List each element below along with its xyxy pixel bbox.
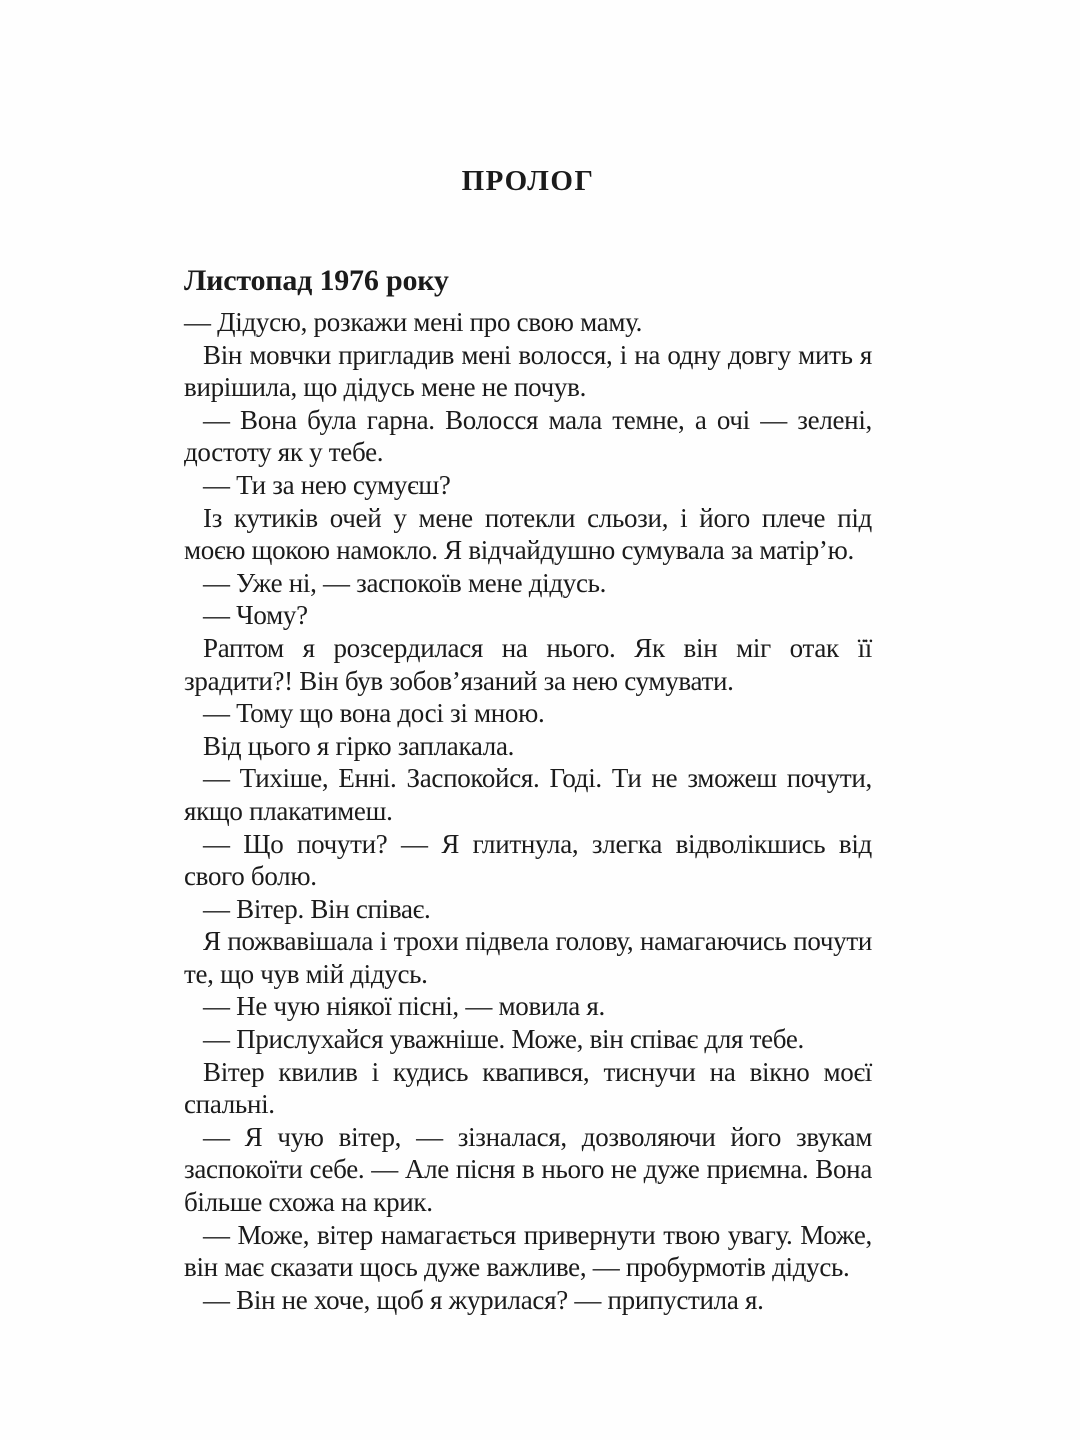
paragraph: Вітер квилив і кудись квапився, тиснучи на вікно моєї спальні. xyxy=(184,1056,872,1120)
paragraph: — Може, вітер намагається привернути твою увагу. Може, він має сказати щось дуже важливе, — пробурмотів дідусь. xyxy=(184,1219,872,1283)
paragraph: — Не чую ніякої пісні, — мовила я. xyxy=(203,991,605,1022)
paragraph: — Дідусю, розкажи мені про свою маму. xyxy=(184,307,643,337)
paragraph: — Він не хоче, щоб я журилася? — припустила я. xyxy=(203,1284,764,1315)
paragraph: Від цього я гірко заплакала. xyxy=(203,730,515,761)
paragraph: — Що почути? — Я глитнула, злегка відволікшись від свого болю. xyxy=(184,828,872,892)
chapter-title: ПРОЛОГ xyxy=(461,165,595,197)
paragraph: — Тому що вона досі зі мною. xyxy=(203,698,545,729)
paragraph: — Тихіше, Енні. Заспокойся. Годі. Ти не зможеш почути, якщо плакатимеш. xyxy=(184,763,872,826)
paragraph: — Вона була гарна. Волосся мала темне, а очі — зелені, достоту як у тебе. xyxy=(184,404,872,468)
section-date-heading: Листопад 1976 року xyxy=(184,264,449,297)
paragraph: — Уже ні, — заспокоїв мене дідусь. xyxy=(203,567,607,598)
paragraph: — Я чую вітер, — зізналася, дозволяючи його звукам заспокоїти себе. — Але пісня в нього не дуже приємна. Вона більше схожа на крик. xyxy=(184,1121,872,1218)
paragraph: — Чому? xyxy=(203,600,308,631)
paragraph: Із кутиків очей у мене потекли сльози, і його плече під моєю щокою намокло. Я відчайдушно сумувала за матір’ю. xyxy=(184,502,872,566)
paragraph: — Прислухайся уважніше. Може, він співає для тебе. xyxy=(203,1024,804,1055)
paragraph: — Ти за нею сумуєш? xyxy=(203,469,451,500)
paragraph: — Вітер. Він співає. xyxy=(203,893,431,924)
paragraph: Він мовчки пригладив мені волосся, і на одну довгу мить я вирішила, що дідусь мене не почув. xyxy=(184,339,872,403)
paragraph: Раптом я розсердилася на нього. Як він міг отак її зрадити?! Він був зобов’язаний за нею сумувати. xyxy=(184,632,872,696)
body-text xyxy=(184,306,872,1316)
paragraph: Я пожвавішала і трохи підвела голову, намагаючись почути те, що чув мій дідусь. xyxy=(184,926,872,989)
